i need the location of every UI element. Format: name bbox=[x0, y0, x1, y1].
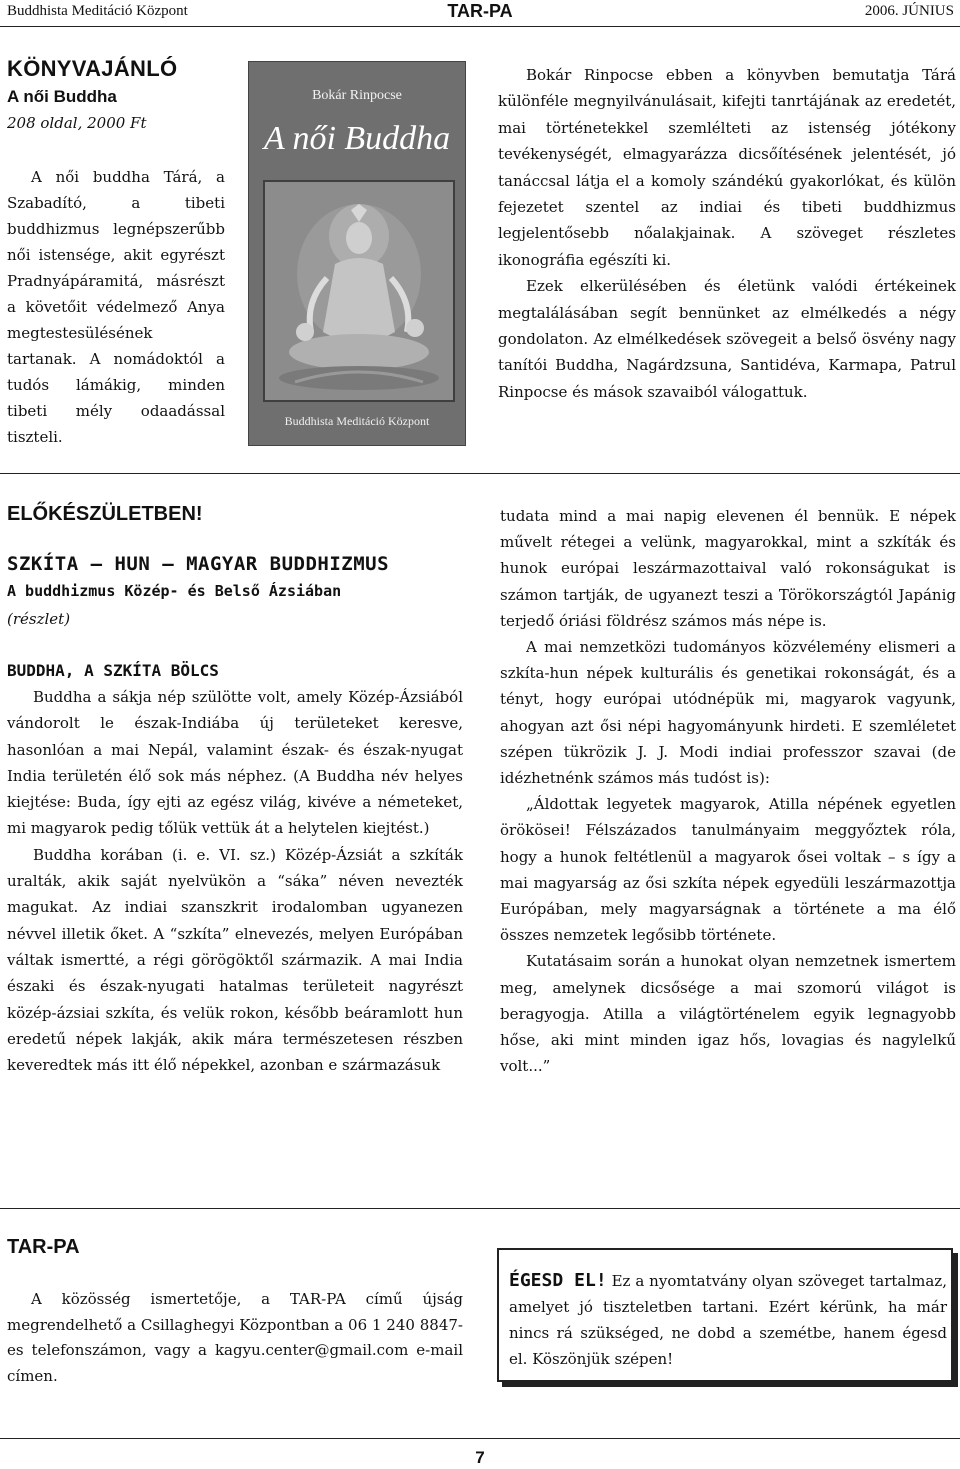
section-rule bbox=[0, 1208, 960, 1209]
tarpa-paragraph: A közösség ismertetője, a TAR-PA című újság megrendelhető a Csillaghegyi Központban a 06 1 240 8847-es telefonszámon, vagy a kagyu.center@gmail.com e-mail címen. bbox=[7, 1290, 463, 1385]
book-review-paragraph: Ezek elkerülésében és életünk valódi értékeinek megtalálásában segít bennünket az elmélkedés a négy gondolaton. Az elmélkedések szövegeit a belső ösvény nagy tanítói Buddha, Nagárdzsuna, Santidéva, Karmapa, Patrul Rinpocse és mások szavaiból válogattuk. bbox=[498, 277, 956, 401]
upcoming-subtitle: A buddhizmus Közép- és Belső Ázsiában bbox=[7, 582, 342, 600]
book-review-left-paragraph: A női buddha Tárá, a Szabadító, a tibeti buddhizmus legnépszerűbb női istensége, akit egyrészt Pradnyápáramitá, másrészt a követőit védelmező Anya megtestesülésének tartanak. A nomádoktól a tudós lámákig, minden tibeti mély odaadással tiszteli. bbox=[7, 168, 225, 446]
burn-notice-box bbox=[497, 1248, 953, 1382]
header-center: TAR-PA bbox=[447, 1, 513, 21]
quote-paragraph: „Áldottak legyetek magyarok, Atilla népének egyetlen örökösei! Félszázados tanulmányaim meggyőztek róla, hogy a hunok feltétlenül a magyarok ősei voltak – s így a mai magyarság az ősi szkíta népek egyedüli leszármazottja Európában, mely magyarságnak a története a ma élő összes nemzetek legősibb története. bbox=[500, 795, 956, 945]
upcoming-left-column bbox=[7, 684, 463, 1078]
chapter-title: BUDDHA, A SZKÍTA BÖLCS bbox=[7, 661, 219, 680]
footer-rule bbox=[0, 1438, 960, 1439]
upcoming-paragraph: Buddha a sákja nép szülötte volt, amely Közép-Ázsiából vándorolt le észak-Indiába új területeket keresve, hasonlóan a mai Nepál, valamint észak- és észak-nyugat India területén élő sok más néphez. (A Buddha név helyes kiejtése: Buda, így ejti az egész világ, kivéve a németeket, mi magyarok pedig tőlük vettük át a helytelen kiejtést.) bbox=[7, 688, 463, 838]
burn-notice-body: Ez a nyomtatvány olyan szöveget tartalmaz, amelyet jó tiszteletben tartani. Ezért kérünk, ha már nincs rá szükséged, ne dobd a szemétbe, hanem égesd el. Köszönjük szépen! bbox=[509, 1272, 947, 1368]
tarpa-title: TAR-PA bbox=[7, 1236, 80, 1258]
tarpa-text bbox=[7, 1287, 463, 1389]
quote-paragraph: Kutatásaim során a hunokat olyan nemzetnek ismertem meg, amelynek dicsősége a mai szomorú világot is beragyogja. Atilla a világtörténelem egyik legnagyobb hőse, aki mint minden igaz hős, lovagias és nagylelkű volt...” bbox=[500, 952, 956, 1076]
header-left: Buddhista Meditáció Központ bbox=[7, 3, 188, 19]
page-header bbox=[0, 0, 960, 26]
tara-figure-icon bbox=[265, 182, 453, 400]
upcoming-note: (részlet) bbox=[7, 610, 71, 628]
burn-notice-text bbox=[509, 1268, 947, 1372]
upcoming-title: SZKÍTA — HUN — MAGYAR BUDDHIZMUS bbox=[7, 553, 390, 575]
cover-tara-illustration bbox=[263, 180, 455, 402]
book-review-right-text bbox=[498, 62, 956, 405]
page-number: 7 bbox=[475, 1448, 485, 1467]
section-rule bbox=[0, 473, 960, 474]
book-title: A női Buddha bbox=[7, 87, 117, 106]
book-review-title: KÖNYVAJÁNLÓ bbox=[7, 56, 178, 81]
burn-notice-headline: ÉGESD EL! bbox=[509, 1270, 607, 1291]
header-right: 2006. JÚNIUS bbox=[864, 3, 954, 19]
header-rule bbox=[0, 26, 960, 27]
upcoming-paragraph: A mai nemzetközi tudományos közvélemény elismeri a szkíta-hun népek kulturális és genetikai rokonságát, és a tényt, hogy európai utódnépük mi, magyarok vagyunk, ahogyan azt ősi népi hagyományunk hirdeti. E szemléletet szépen tükrözik J. J. Modi indiai professzor szavai (de idézhetnénk számos más tudóst is): bbox=[500, 638, 956, 788]
book-meta: 208 oldal, 2000 Ft bbox=[7, 114, 147, 132]
cover-publisher: Buddhista Meditáció Központ bbox=[284, 414, 430, 428]
book-review-paragraph: Bokár Rinpocse ebben a könyvben bemutatja Tárá különféle megnyilvánulásait, kifejti tanrtájának az eredetét, mai történetekkel szemlélteti az istenség jótékony tevékenységét, elmagyarázza dicsőítésének jelentését, jó tanáccsal látja el a komoly szándékú gyakorlókat, és külön fejezetet szentel az indiai és tibeti buddhizmus legjelentősebb nőalakjainak. A szöveget részletes ikonográfia egészíti ki. bbox=[498, 66, 956, 269]
upcoming-right-column bbox=[500, 503, 956, 1079]
cover-author: Bokár Rinpocse bbox=[312, 88, 402, 103]
book-review-left-text bbox=[7, 164, 225, 450]
upcoming-paragraph: tudata mind a mai napig elevenen él bennük. E népek művelt rétegei a velünk, magyarokkal, mint a szkíták és hunok európai leszármazottaival való rokonságukat is számon tartják, de ugyanezt teszi a Törökországtól Japánig terjedő óriási földrész számos más népe is. bbox=[500, 507, 956, 630]
upcoming-label: ELŐKÉSZÜLETBEN! bbox=[7, 503, 203, 525]
cover-title: A női Buddha bbox=[263, 120, 451, 157]
book-cover bbox=[248, 61, 466, 446]
upcoming-paragraph: Buddha korában (i. e. VI. sz.) Közép-Ázsiát a szkíták uralták, akik saját nyelvükön a “sáka” néven nevezték magukat. Az indiai szanszkrit irodalomban ugyanezen névvel illetik őket. A “szkíta” elnevezés, melyen Európában váltak ismertté, a régi görögöktől származik. A mai India északi és észak-nyugati hatalmas területeit nagyrészt közép-ázsiai szkíta, és velük rokon, később beáramlott hun eredetű népek lakják, akik mára természetesen részben keveredtek más itt élő népekkel, azonban e származásuk bbox=[7, 845, 463, 1075]
